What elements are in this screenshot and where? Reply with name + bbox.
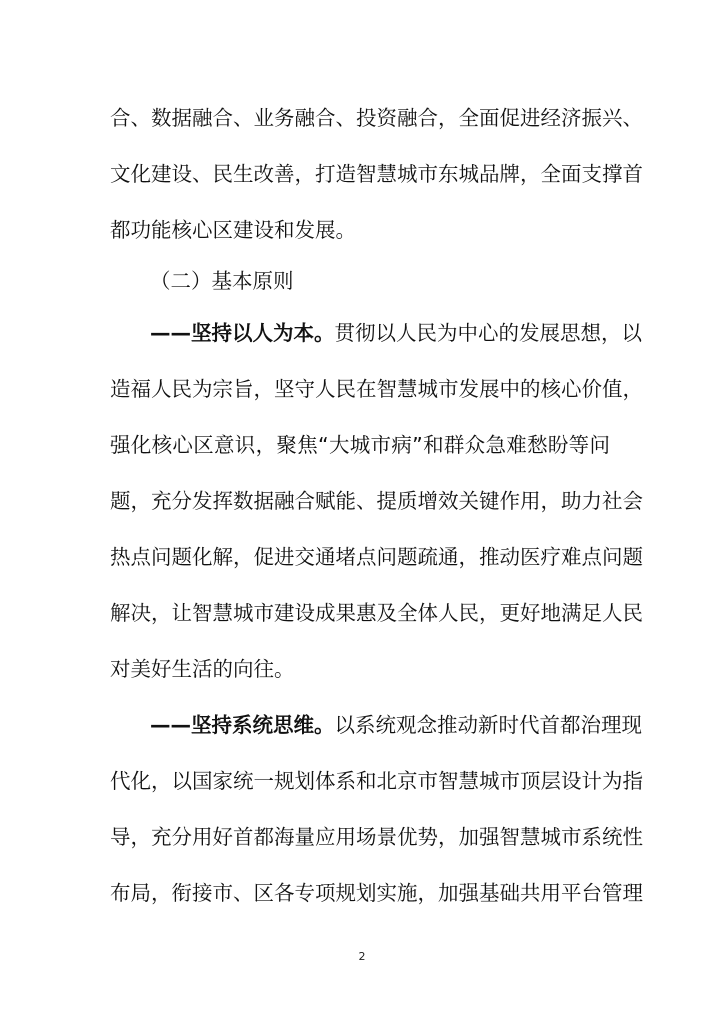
text-line: 造福人民为宗旨，坚守人民在智慧城市发展中的核心价值，: [110, 377, 643, 401]
principle-title: ——坚持系统思维。: [150, 713, 335, 737]
page-number: 2: [358, 950, 366, 963]
text-line: 布局，衔接市、区各专项规划实施，加强基础共用平台管理: [110, 881, 643, 905]
text-line: 导，充分用好首都海量应用场景优势，加强智慧城市系统性: [110, 825, 643, 849]
section-heading: （二）基本原则: [150, 269, 294, 293]
principle-title: ——坚持以人为本。: [150, 321, 335, 345]
text-line: 题，充分发挥数据融合赋能、提质增效关键作用，助力社会: [110, 489, 643, 513]
text-line: 解决，让智慧城市建设成果惠及全体人民，更好地满足人民: [110, 601, 643, 625]
text-line: 对美好生活的向往。: [110, 657, 295, 681]
text-line: [150, 318, 642, 348]
text-line: 都功能核心区建设和发展。: [110, 218, 356, 242]
text-line: 热点问题化解，促进交通堵点问题疏通，推动医疗难点问题: [110, 545, 643, 569]
text-span: 贯彻以人民为中心的发展思想，以: [334, 321, 642, 345]
text-line: 代化，以国家统一规划体系和北京市智慧城市顶层设计为指: [110, 769, 643, 793]
text-line: 强化核心区意识，聚焦“大城市病”和群众急难愁盼等问: [110, 433, 610, 457]
text-span: 以系统观念推动新时代首都治理现: [334, 713, 642, 737]
text-line: [150, 710, 642, 740]
text-line: 文化建设、民生改善，打造智慧城市东城品牌，全面支撑首: [110, 162, 643, 186]
text-line: 合、数据融合、业务融合、投资融合，全面促进经济振兴、: [110, 106, 643, 130]
